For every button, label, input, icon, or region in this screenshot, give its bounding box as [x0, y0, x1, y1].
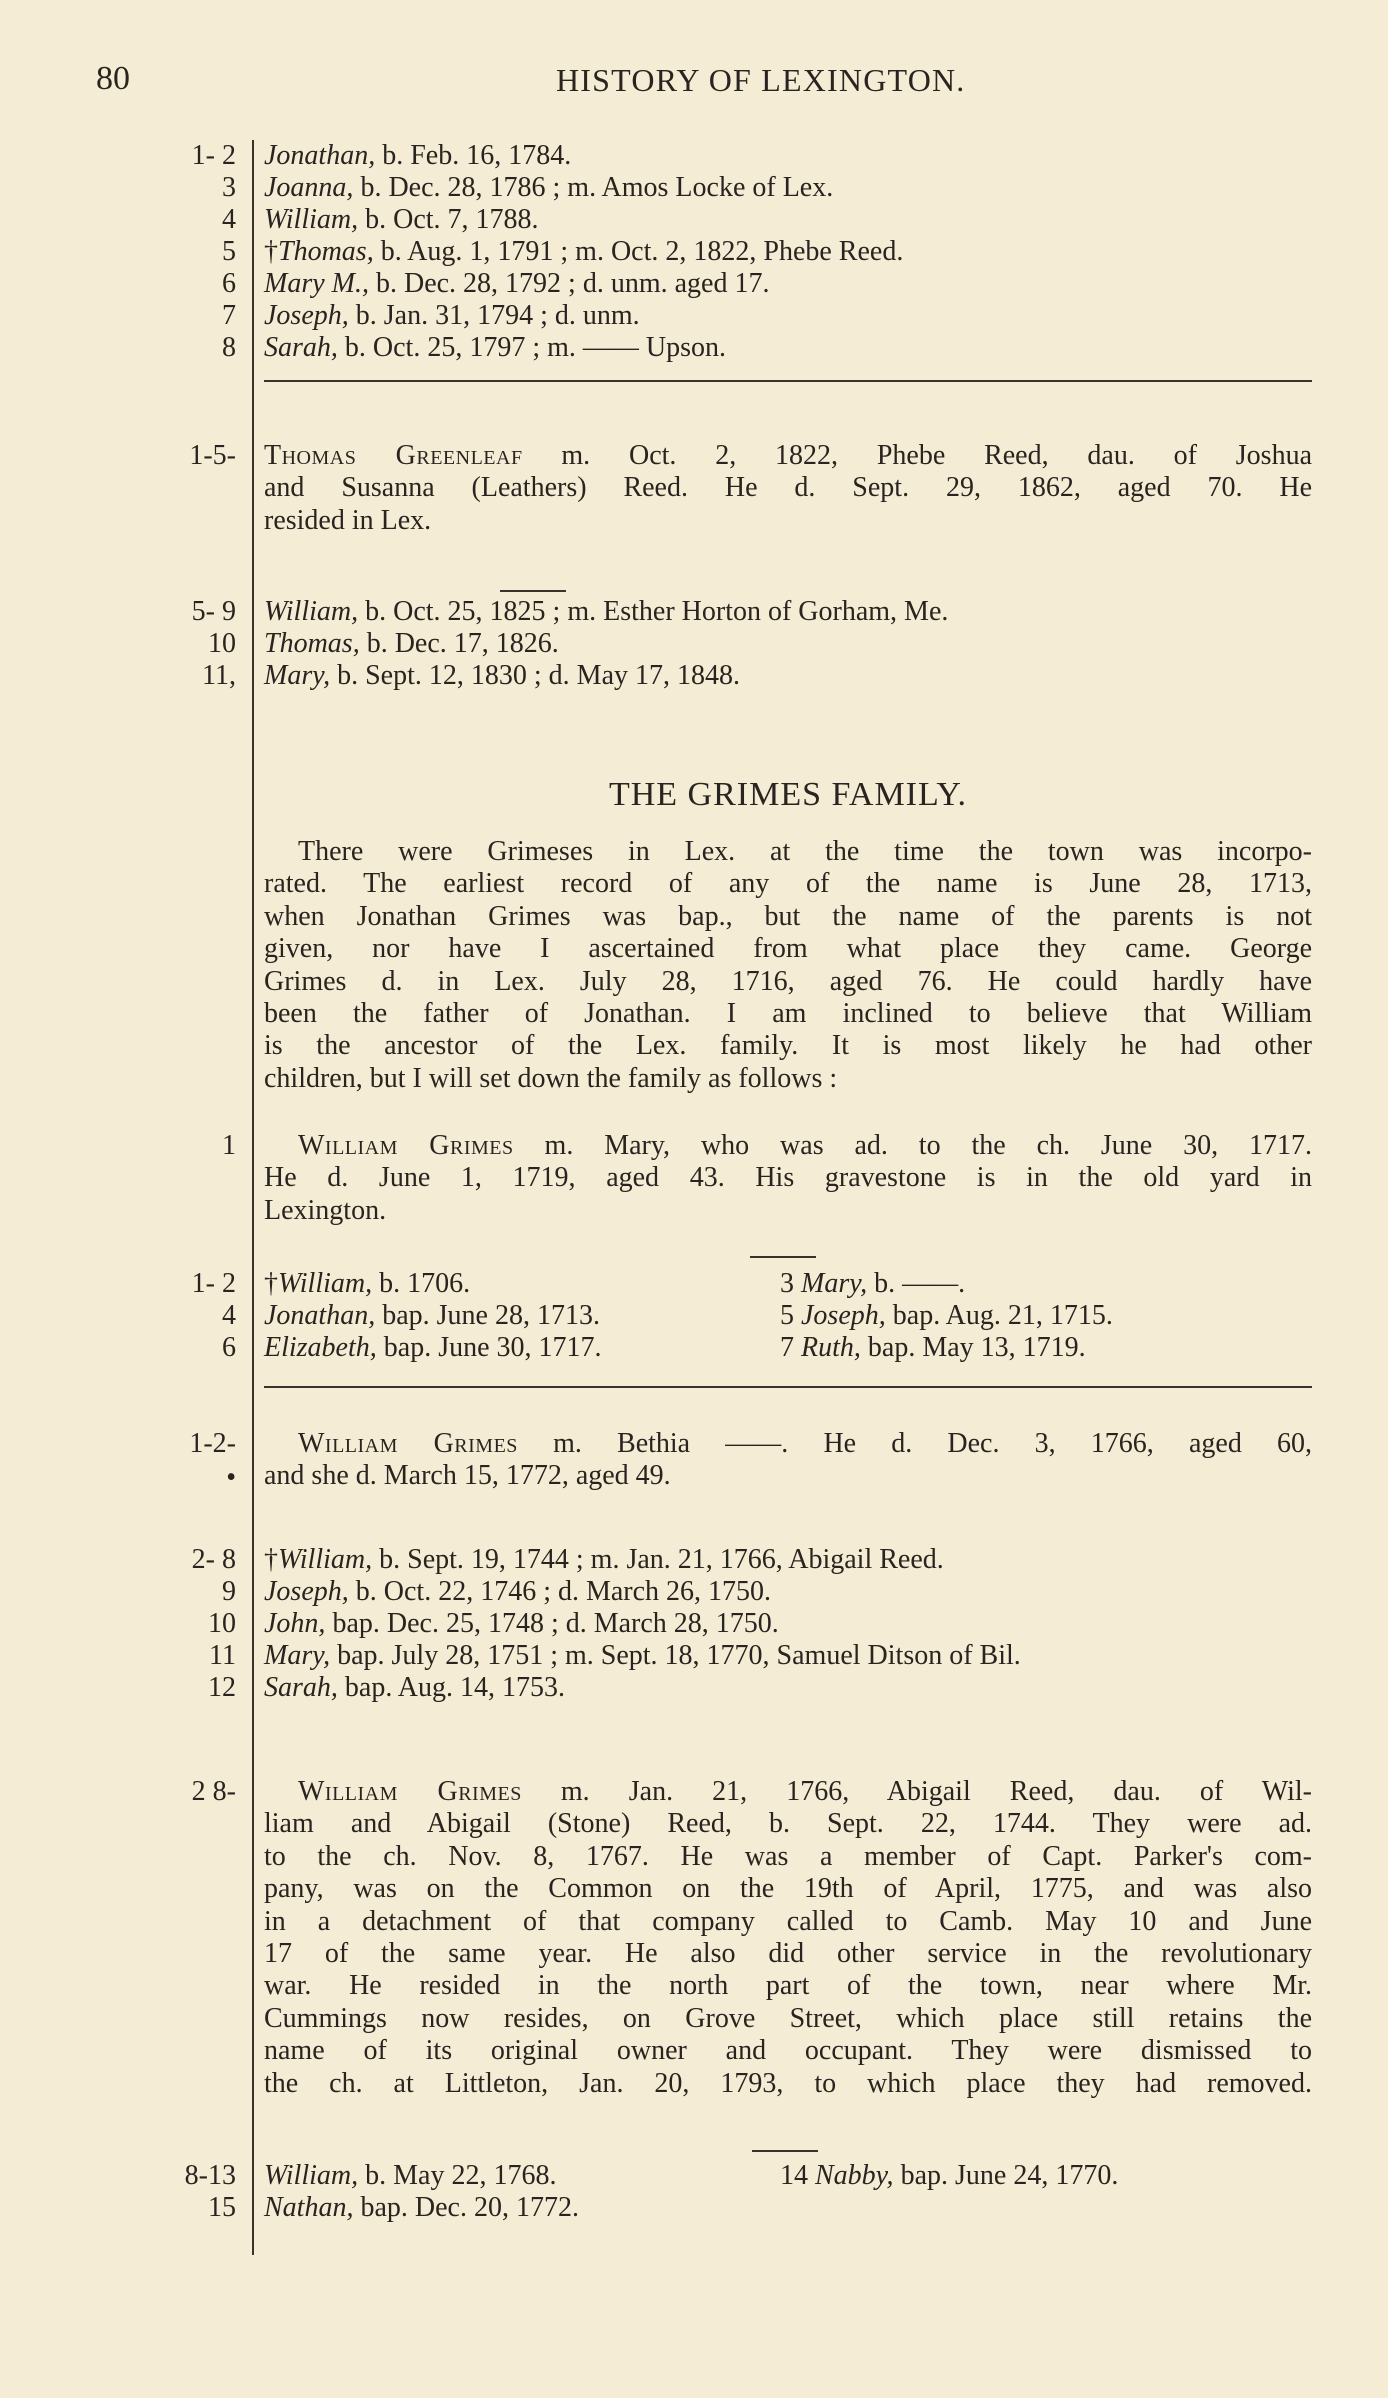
child-details: b. Oct. 25, 1797 ; m. —— Upson. [337, 332, 727, 363]
genealogy-number: 6 [222, 1332, 236, 1363]
paragraph-line: rated. The earliest record of any of the name is June 28, 1713, [264, 868, 1312, 900]
genealogy-number: 1- 2 [191, 1268, 236, 1299]
child-entry [264, 172, 833, 204]
child-name: Sarah, [264, 332, 338, 363]
child-number: 5 [780, 1300, 801, 1331]
paragraph-line [264, 1776, 1312, 1808]
child-details: b. Dec. 28, 1792 ; d. unm. aged 17. [368, 268, 770, 299]
running-title: HISTORY OF LEXINGTON. [556, 62, 966, 98]
child-entry [264, 1576, 771, 1608]
head-name: William Grimes [298, 1130, 514, 1161]
child-name: Nathan, [264, 2192, 354, 2223]
child-name: Jonathan, [264, 140, 376, 171]
paragraph-line: pany, was on the Common on the 19th of April, 1775, and was also [264, 1873, 1312, 1905]
child-entry [264, 1332, 602, 1364]
child-name: William, [264, 2160, 359, 2191]
child-number: 14 [780, 2160, 815, 2191]
child-name: Mary, [264, 1640, 331, 1671]
child-name: Ruth, [801, 1332, 861, 1363]
child-details: b. Dec. 17, 1826. [359, 628, 559, 659]
child-name: John, [264, 1608, 326, 1639]
line-text: m. Oct. 2, 1822, Phebe Reed, dau. of Joshua [522, 440, 1313, 471]
child-entry [264, 1544, 944, 1576]
paragraph-line: Cummings now resides, on Grove Street, which place still retains the [264, 2002, 1312, 2034]
child-details: b. Oct. 22, 1746 ; d. March 26, 1750. [348, 1576, 772, 1607]
child-name: Joseph, [801, 1300, 886, 1331]
line-text: m. Mary, who was ad. to the ch. June 30, 1717. [513, 1130, 1312, 1161]
child-entry [264, 268, 769, 300]
child-number: 3 [780, 1268, 801, 1299]
paragraph-line: the ch. at Littleton, Jan. 20, 1793, to which place they had removed. [264, 2067, 1312, 2099]
child-details: b. Sept. 12, 1830 ; d. May 17, 1848. [330, 660, 740, 691]
child-name: Mary, [801, 1268, 868, 1299]
genealogy-number: 1-5- [189, 440, 236, 471]
child-entry [264, 660, 740, 692]
child-details: bap. June 24, 1770. [893, 2160, 1119, 2191]
paragraph-line: in a detachment of that company called to Camb. May 10 and June [264, 1905, 1312, 1937]
short-divider [750, 1256, 816, 1258]
family-head-paragraph [264, 1428, 1312, 1493]
genealogy-number: 5 [222, 236, 236, 267]
child-entry [780, 2160, 1118, 2192]
child-details: b. Feb. 16, 1784. [375, 140, 572, 171]
paragraph-line: to the ch. Nov. 8, 1767. He was a member of Capt. Parker's com- [264, 1840, 1312, 1872]
child-details: bap. June 28, 1713. [375, 1300, 600, 1331]
genealogy-number: 11, [202, 660, 236, 691]
paragraph-line: children, but I will set down the family as follows : [264, 1062, 838, 1094]
margin-vertical-rule [252, 140, 254, 2255]
child-entry [780, 1268, 965, 1300]
child-entry [264, 140, 571, 172]
child-details: b. May 22, 1768. [358, 2160, 557, 2191]
child-name: Joseph, [264, 300, 349, 331]
child-name: Nabby, [815, 2160, 894, 2191]
paragraph-line: when Jonathan Grimes was bap., but the name of the parents is not [264, 900, 1312, 932]
page-header [0, 60, 1388, 110]
child-entry [780, 1332, 1086, 1364]
child-entry [264, 204, 539, 236]
child-entry [264, 1608, 779, 1640]
child-entry [264, 1640, 1021, 1672]
genealogy-number: 8 [222, 332, 236, 363]
section-divider [264, 380, 1312, 382]
paragraph-line: and Susanna (Leathers) Reed. He d. Sept. 29, 1862, aged 70. He [264, 472, 1312, 504]
head-name: William Grimes [298, 1428, 518, 1459]
genealogy-number: 11 [209, 1640, 236, 1671]
genealogy-number: 2 8- [191, 1776, 236, 1807]
child-details: bap. Dec. 25, 1748 ; d. March 28, 1750. [325, 1608, 779, 1639]
paragraph-line [264, 1130, 1312, 1162]
genealogy-number: 15 [208, 2192, 236, 2223]
child-entry [264, 628, 559, 660]
paragraph-line: Lexington. [264, 1194, 387, 1226]
child-name: Thomas, [264, 628, 360, 659]
dagger-mark: † [264, 1544, 278, 1575]
child-name: Thomas, [278, 236, 374, 267]
genealogy-number: 6 [222, 268, 236, 299]
child-name: William, [264, 204, 359, 235]
child-details: bap. June 30, 1717. [376, 1332, 602, 1363]
child-name: William, [278, 1544, 373, 1575]
child-details: b. 1706. [372, 1268, 471, 1299]
paragraph-line: and she d. March 15, 1772, aged 49. [264, 1460, 671, 1492]
family-head-paragraph [264, 440, 1312, 537]
genealogy-number: 12 [208, 1672, 236, 1703]
paragraph-line: war. He resided in the north part of the town, near where Mr. [264, 1970, 1312, 2002]
section-title: THE GRIMES FAMILY. [608, 776, 968, 813]
genealogy-number: 4 [222, 204, 236, 235]
child-name: Jonathan, [264, 1300, 376, 1331]
short-divider [752, 2150, 818, 2152]
child-number: 7 [780, 1332, 801, 1363]
child-details: b. Oct. 25, 1825 ; m. Esther Horton of Gorham, Me. [358, 596, 949, 627]
family-head-paragraph [264, 1776, 1312, 2100]
genealogy-number: 7 [222, 300, 236, 331]
child-details: b. Dec. 28, 1786 ; m. Amos Locke of Lex. [353, 172, 834, 203]
paragraph-line: been the father of Jonathan. I am inclined to believe that William [264, 998, 1312, 1030]
child-entry [264, 332, 726, 364]
child-entry [780, 1300, 1113, 1332]
child-details: b. Oct. 7, 1788. [358, 204, 539, 235]
genealogy-number: 10 [208, 1608, 236, 1639]
child-name: William, [264, 596, 359, 627]
genealogy-number: 1-2- [189, 1428, 236, 1459]
child-details: bap. July 28, 1751 ; m. Sept. 18, 1770, Samuel Ditson of Bil. [330, 1640, 1021, 1671]
paragraph-line: There were Grimeses in Lex. at the time the town was incorpo- [298, 836, 1312, 867]
genealogy-number: 9 [222, 1576, 236, 1607]
child-details: bap. Aug. 21, 1715. [885, 1300, 1113, 1331]
child-details: b. ——. [867, 1268, 966, 1299]
paragraph-line [264, 1428, 1312, 1460]
child-details: bap. May 13, 1719. [860, 1332, 1086, 1363]
child-entry [264, 236, 903, 268]
child-entry [264, 596, 948, 628]
child-name: Elizabeth, [264, 1332, 377, 1363]
dagger-mark: † [264, 236, 278, 267]
paragraph-line: Grimes d. in Lex. July 28, 1716, aged 76. He could hardly have [264, 965, 1312, 997]
child-entry [264, 1300, 600, 1332]
child-entry [264, 1268, 470, 1300]
child-name: Joseph, [264, 1576, 349, 1607]
paragraph-line: resided in Lex. [264, 504, 432, 536]
child-entry [264, 2192, 579, 2224]
paragraph-line [264, 440, 1312, 472]
head-name: Thomas Greenleaf [264, 440, 523, 471]
paragraph-line: name of its original owner and occupant. They were dismissed to [264, 2035, 1312, 2067]
paragraph-line: 17 of the same year. He also did other service in the revolutionary [264, 1938, 1312, 1970]
child-name: Mary, [264, 660, 331, 691]
line-text: m. Jan. 21, 1766, Abigail Reed, dau. of Wil- [521, 1776, 1312, 1807]
child-entry [264, 300, 640, 332]
genealogy-number: 8-13 [184, 2160, 236, 2191]
section-divider [264, 1386, 1312, 1388]
paragraph-line: is the ancestor of the Lex. family. It is most likely he had other [264, 1030, 1312, 1062]
child-name: Joanna, [264, 172, 354, 203]
child-name: Sarah, [264, 1672, 338, 1703]
line-text: m. Bethia ——. He d. Dec. 3, 1766, aged 60, [517, 1428, 1312, 1459]
child-details: b. Jan. 31, 1794 ; d. unm. [348, 300, 640, 331]
family-head-paragraph [264, 1130, 1312, 1227]
genealogy-marker: • [226, 1462, 236, 1493]
paragraph-line: liam and Abigail (Stone) Reed, b. Sept. 22, 1744. They were ad. [264, 1808, 1312, 1840]
paragraph-line: given, nor have I ascertained from what place they came. George [264, 933, 1312, 965]
genealogy-number: 1 [222, 1130, 236, 1161]
child-entry [264, 2160, 556, 2192]
page-number: 80 [96, 60, 130, 97]
child-details: b. Sept. 19, 1744 ; m. Jan. 21, 1766, Abigail Reed. [372, 1544, 944, 1575]
genealogy-number: 4 [222, 1300, 236, 1331]
child-name: Mary M., [264, 268, 369, 299]
child-details: bap. Aug. 14, 1753. [337, 1672, 566, 1703]
genealogy-number: 2- 8 [191, 1544, 236, 1575]
genealogy-number: 1- 2 [191, 140, 236, 171]
child-entry [264, 1672, 565, 1704]
dagger-mark: † [264, 1268, 278, 1299]
genealogy-number: 3 [222, 172, 236, 203]
short-divider [500, 590, 566, 592]
child-name: William, [278, 1268, 373, 1299]
child-details: bap. Dec. 20, 1772. [353, 2192, 579, 2223]
paragraph-line: He d. June 1, 1719, aged 43. His gravestone is in the old yard in [264, 1162, 1312, 1194]
genealogy-number: 5- 9 [191, 596, 236, 627]
intro-paragraph [264, 836, 1312, 1095]
genealogy-number: 10 [208, 628, 236, 659]
head-name: William Grimes [298, 1776, 522, 1807]
child-details: b. Aug. 1, 1791 ; m. Oct. 2, 1822, Phebe Reed. [373, 236, 904, 267]
